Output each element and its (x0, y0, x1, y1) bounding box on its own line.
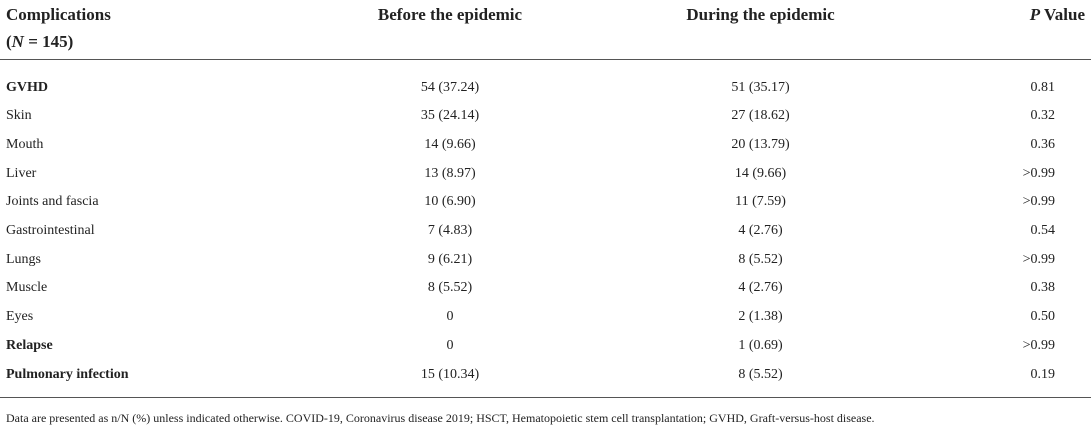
cell-during: 51 (35.17) (731, 80, 790, 95)
cell-complication: GVHD (6, 80, 48, 95)
cell-before: 0 (446, 337, 454, 353)
cell-before: 9 (6.21) (427, 251, 473, 267)
table-row (0, 60, 1091, 103)
header-complications-line2 (6, 28, 294, 55)
header-complications-line1: Complications (6, 5, 111, 24)
header-complications (0, 0, 300, 60)
cell-during: 27 (18.62) (731, 108, 790, 124)
cell-p-value: 0.36 (1030, 137, 1055, 153)
cell-p-value: >0.99 (1022, 194, 1055, 210)
cell-p-value: 0.32 (1030, 108, 1055, 124)
table-row (0, 188, 1091, 217)
cell-during: 20 (13.79) (731, 137, 790, 153)
header-before-epidemic: Before the epidemic (377, 5, 523, 24)
cell-p-value: 0.38 (1030, 280, 1055, 296)
table-row (0, 360, 1091, 397)
table-row (0, 159, 1091, 188)
cell-complication: Mouth (6, 137, 44, 153)
table-row (0, 245, 1091, 274)
header-p-symbol: P (1029, 5, 1041, 24)
cell-during: 8 (5.52) (738, 366, 783, 382)
cell-during: 8 (5.52) (738, 251, 783, 267)
cell-before: 7 (4.83) (427, 223, 473, 239)
header-during-epidemic: During the epidemic (686, 5, 835, 24)
cell-complication: Joints and fascia (6, 194, 99, 210)
cell-complication: Eyes (6, 309, 34, 325)
header-n-symbol: N (11, 32, 24, 51)
cell-before: 15 (10.34) (420, 366, 480, 382)
cell-during: 4 (2.76) (738, 223, 783, 239)
header-p-rest: Value (1040, 5, 1085, 24)
cell-before: 0 (446, 309, 454, 325)
cell-during: 11 (7.59) (735, 194, 786, 210)
header-n-value: = 145) (23, 32, 74, 51)
cell-during: 4 (2.76) (738, 280, 783, 296)
table-header (0, 0, 1091, 60)
cell-complication: Gastrointestinal (6, 223, 95, 239)
cell-during: 2 (1.38) (738, 309, 783, 325)
cell-p-value: 0.50 (1030, 309, 1055, 325)
cell-p-value: >0.99 (1022, 337, 1055, 353)
cell-complication: Pulmonary infection (6, 366, 129, 382)
cell-complication: Relapse (6, 337, 53, 353)
cell-p-value: >0.99 (1022, 165, 1055, 181)
header-n-open: ( (6, 32, 12, 51)
cell-before: 10 (6.90) (424, 194, 476, 210)
cell-before: 54 (37.24) (420, 80, 480, 95)
table-row (0, 102, 1091, 131)
cell-before: 14 (9.66) (424, 137, 476, 153)
cell-before: 35 (24.14) (420, 108, 480, 124)
header-p-value (921, 0, 1091, 60)
cell-complication: Liver (6, 165, 37, 181)
cell-before: 13 (8.97) (424, 165, 476, 181)
cell-during: 14 (9.66) (734, 165, 787, 181)
table-row (0, 274, 1091, 303)
cell-p-value: 0.54 (1030, 223, 1055, 239)
table-row (0, 332, 1091, 361)
table-row (0, 131, 1091, 160)
cell-p-value: 0.19 (1030, 366, 1055, 382)
table-row (0, 217, 1091, 246)
table-body (0, 60, 1091, 398)
cell-p-value: >0.99 (1022, 251, 1055, 267)
cell-complication: Lungs (6, 251, 41, 267)
cell-before: 8 (5.52) (427, 280, 473, 296)
cell-complication: Skin (6, 108, 32, 124)
cell-during: 1 (0.69) (738, 337, 783, 353)
cell-p-value: 0.81 (1030, 80, 1055, 95)
header-row (0, 0, 1091, 60)
cell-complication: Muscle (6, 280, 48, 296)
table-footnote: Data are presented as n/N (%) unless indicated otherwise. COVID-19, Coronavirus disease 2019; HSCT, Hematopoietic stem cell transplantation; GVHD, Graft-versus-host disease. (6, 411, 875, 425)
table-row (0, 303, 1091, 332)
